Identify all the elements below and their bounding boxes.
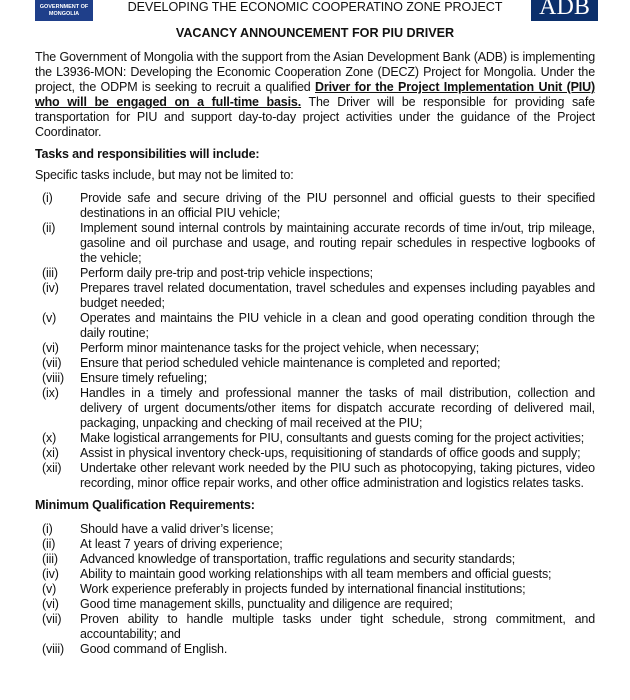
list-item [35, 582, 595, 597]
gov-logo-line1: GOVERNMENT OF [39, 4, 89, 10]
list-item [35, 386, 595, 431]
list-item [35, 552, 595, 567]
list-item [35, 221, 595, 266]
government-of-mongolia-logo [35, 0, 93, 21]
list-item [35, 281, 595, 311]
item-number: (ii) [42, 221, 56, 235]
adb-logo-text: ADB [539, 0, 590, 20]
item-text: Perform minor maintenance tasks for the project vehicle, when necessary; [80, 341, 480, 355]
item-number: (ii) [42, 537, 56, 551]
gov-logo-line2: MONGOLIA [48, 10, 80, 17]
item-number: (ix) [42, 386, 59, 400]
intro-part1: The Government of Mongolia with the support from the Asian Development Bank (ADB) is implementing the L3936-MON: Developing the Economic Cooperation Zone (DECZ) Project for Mongolia. Under the project, the ODPM is seeking to recruit a qualified [35, 50, 595, 94]
adb-logo [531, 0, 598, 21]
tasks-intro: Specific tasks include, but may not be limited to: [35, 168, 294, 182]
list-item [35, 341, 595, 356]
item-text: Handles in a timely and professional manner the tasks of mail distribution, collection and delivery of urgent documents/other items for dispatch accurate recording of delivered mail, packaging, unpacking and checking of mail received at the PIU; [80, 386, 595, 430]
item-number: (vii) [42, 612, 62, 626]
item-text: Operates and maintains the PIU vehicle in a clean and good operating condition through the daily routine; [80, 311, 595, 340]
item-number: (iii) [42, 552, 58, 566]
item-text: Ensure that period scheduled vehicle maintenance is completed and reported; [80, 356, 501, 370]
item-text: At least 7 years of driving experience; [80, 537, 283, 551]
item-text: Implement sound internal controls by maintaining accurate records of time in/out, trip mileage, gasoline and oil purchase and usage, and routing repair schedules in respective logbooks of the vehicle; [80, 221, 595, 265]
document-body [35, 50, 595, 657]
item-number: (viii) [42, 371, 65, 385]
list-item [35, 311, 595, 341]
intro-part2: The Driver will be responsible for providing safe transportation for PIU and support day-to-day project activities under the guidance of the Project Coordinator. [35, 95, 595, 139]
item-text: Undertake other relevant work needed by the PIU such as photocopying, taking pictures, video recording, minor office repair works, and other office administration and logistics relates tasks. [80, 461, 595, 490]
list-item [35, 356, 595, 371]
requirements-heading: Minimum Qualification Requirements: [35, 498, 255, 512]
intro-paragraph [35, 50, 595, 140]
item-text: Prepares travel related documentation, travel schedules and expenses including payables and budget needed; [80, 281, 595, 310]
item-number: (iv) [42, 281, 59, 295]
item-text: Perform daily pre-trip and post-trip vehicle inspections; [80, 266, 373, 280]
list-item [35, 537, 595, 552]
page-title: VACANCY ANNOUNCEMENT FOR PIU DRIVER [175, 26, 455, 40]
item-number: (i) [42, 522, 53, 536]
tasks-list [35, 191, 595, 491]
tasks-heading: Tasks and responsibilities will include: [35, 147, 260, 161]
item-number: (v) [42, 582, 57, 596]
list-item [35, 597, 595, 612]
list-item [35, 567, 595, 582]
list-item [35, 642, 595, 657]
item-number: (iii) [42, 266, 58, 280]
item-text: Work experience preferably in projects funded by international financial institutions; [80, 582, 526, 596]
item-text: Assist in physical inventory check-ups, requisitioning of standards of office goods and supply; [80, 446, 581, 460]
item-text: Proven ability to handle multiple tasks under tight schedule, strong commitment, and accountability; and [80, 612, 595, 641]
item-number: (v) [42, 311, 57, 325]
item-text: Ensure timely refueling; [80, 371, 208, 385]
item-number: (i) [42, 191, 53, 205]
item-number: (xii) [42, 461, 62, 475]
item-number: (vi) [42, 341, 59, 355]
item-number: (vi) [42, 597, 59, 611]
list-item [35, 266, 595, 281]
list-item [35, 431, 595, 446]
intro-emphasis: Driver for the Project Implementation Unit (PIU) who will be engaged on a full-time basis. [35, 80, 595, 109]
list-item [35, 446, 595, 461]
item-text: Good command of English. [80, 642, 228, 656]
item-text: Provide safe and secure driving of the PIU personnel and official guests to their specified destinations in an official PIU vehicle; [80, 191, 595, 220]
item-text: Should have a valid driver’s license; [80, 522, 274, 536]
item-number: (iv) [42, 567, 59, 581]
item-number: (viii) [42, 642, 65, 656]
item-text: Ability to maintain good working relationships with all team members and official guests; [80, 567, 552, 581]
project-title: DEVELOPING THE ECONOMIC COOPERATINO ZONE PROJECT [127, 0, 503, 14]
list-item [35, 522, 595, 537]
requirements-list [35, 522, 595, 657]
list-item [35, 612, 595, 642]
item-number: (x) [42, 431, 57, 445]
item-text: Make logistical arrangements for PIU, consultants and guests coming for the project activities; [80, 431, 585, 445]
list-item [35, 371, 595, 386]
item-text: Good time management skills, punctuality and diligence are required; [80, 597, 453, 611]
list-item [35, 191, 595, 221]
item-number: (xi) [42, 446, 59, 460]
item-number: (vii) [42, 356, 62, 370]
list-item [35, 461, 595, 491]
item-text: Advanced knowledge of transportation, traffic regulations and security standards; [80, 552, 516, 566]
